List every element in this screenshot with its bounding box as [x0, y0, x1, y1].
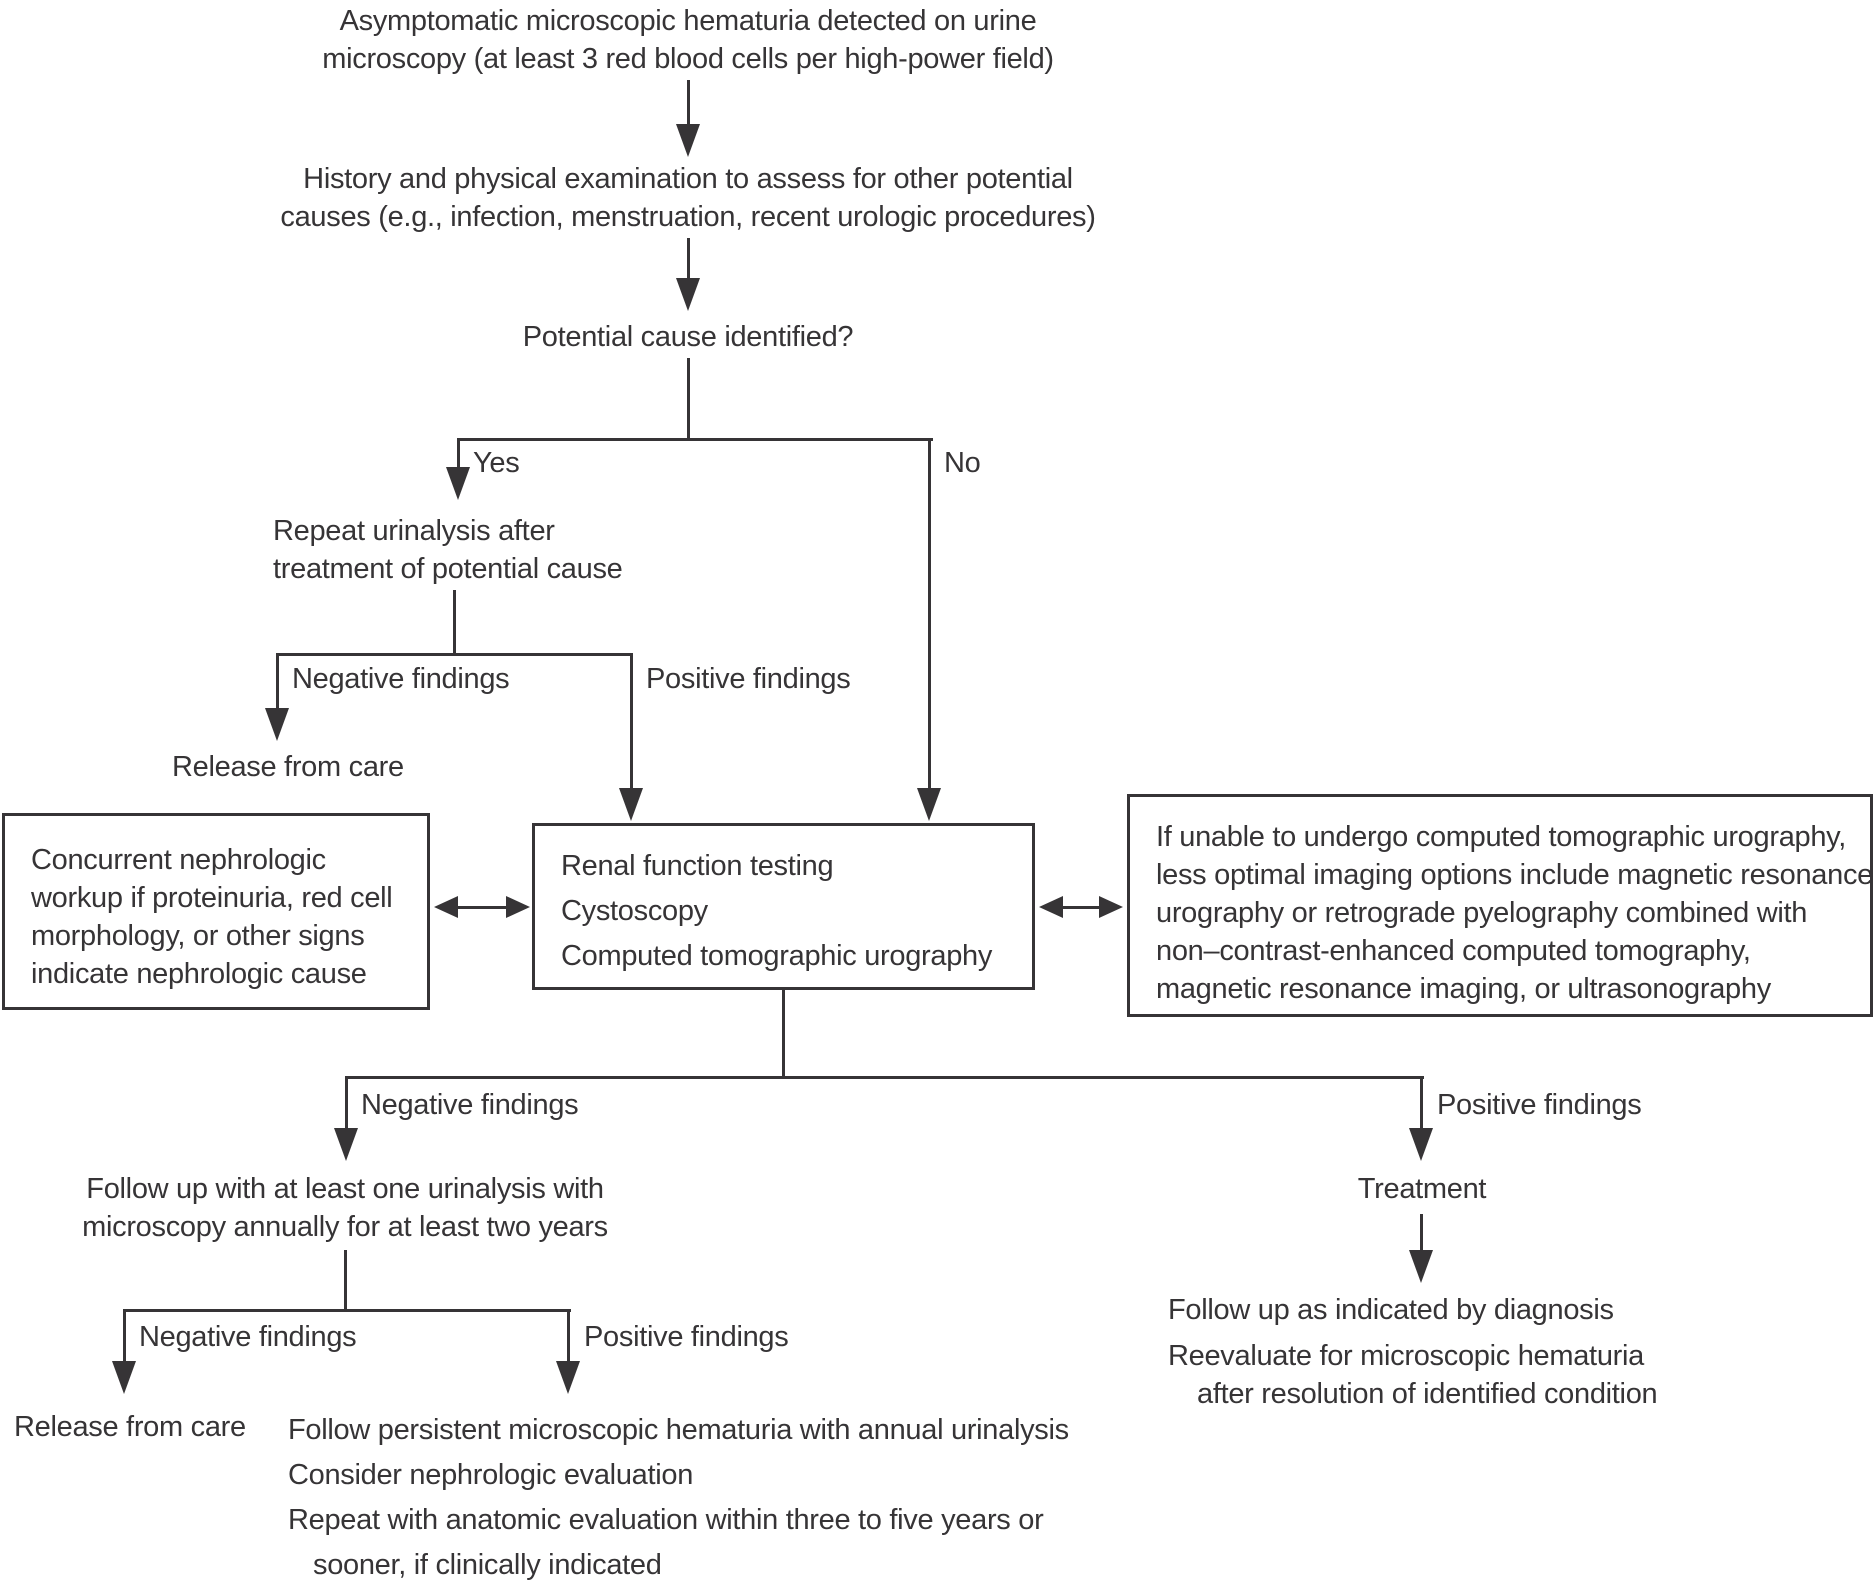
down-arrowhead-icon [446, 467, 470, 500]
down-arrowhead-icon [112, 1361, 136, 1394]
release-from-care-node: Release from care [172, 751, 404, 783]
imaging-line-2: less optimal imaging options include magnetic resonance [1156, 859, 1873, 891]
positive-arrow-line [567, 1309, 570, 1363]
history-line-1: History and physical examination to assess for other potential [303, 163, 1073, 195]
start-to-history-arrow-line [687, 80, 690, 130]
workup-line-2: Cystoscopy [561, 895, 708, 927]
treatment-followup-line-2: Reevaluate for microscopic hematuria [1168, 1340, 1644, 1372]
nephrologic-workup-box [2, 813, 430, 1010]
persistent-line-4: sooner, if clinically indicated [313, 1549, 662, 1581]
down-arrowhead-icon [917, 788, 941, 821]
workup-box [532, 823, 1035, 990]
alternative-imaging-box [1127, 794, 1873, 1017]
down-arrowhead-icon [334, 1128, 358, 1161]
down-arrowhead-icon [556, 1361, 580, 1394]
negative-arrow-line [123, 1309, 126, 1363]
positive-findings-label: Positive findings [584, 1321, 789, 1353]
repeat-urinalysis-node [273, 512, 622, 588]
positive-arrow-line [1420, 1076, 1423, 1131]
workup-branch-bar [345, 1076, 1424, 1079]
start-line-1: Asymptomatic microscopic hematuria detected on urine [339, 5, 1037, 37]
down-arrowhead-icon [676, 124, 700, 157]
nephrologic-line-4: indicate nephrologic cause [31, 958, 367, 990]
repeat-branch-bar [276, 653, 633, 656]
repeat-urinalysis-line-1: Repeat urinalysis after [273, 515, 555, 547]
down-arrowhead-icon [676, 278, 700, 311]
surveillance-node [82, 1170, 608, 1246]
question-node: Potential cause identified? [522, 321, 854, 353]
persistent-line-1: Follow persistent microscopic hematuria with annual urinalysis [288, 1414, 1069, 1446]
treatment-arrow-line [1420, 1214, 1423, 1254]
surveillance-line-2: microscopy annually for at least two years [82, 1211, 608, 1243]
positive-findings-label: Positive findings [646, 663, 851, 695]
workup-branch-stem [782, 990, 785, 1079]
yes-arrow-line [457, 438, 460, 470]
treatment-node: Treatment [1357, 1173, 1487, 1205]
right-arrowhead-icon [506, 896, 530, 918]
start-line-2: microscopy (at least 3 red blood cells per high-power field) [322, 43, 1054, 75]
treatment-followup-line-1: Follow up as indicated by diagnosis [1168, 1294, 1614, 1326]
imaging-line-5: magnetic resonance imaging, or ultrasonography [1156, 973, 1771, 1005]
negative-arrow-line [276, 653, 279, 711]
surveillance-line-1: Follow up with at least one urinalysis with [86, 1173, 604, 1205]
release-from-care-node: Release from care [14, 1411, 246, 1443]
down-arrowhead-icon [1409, 1128, 1433, 1161]
nephrologic-line-1: Concurrent nephrologic [31, 844, 326, 876]
treatment-followup-line-3: after resolution of identified condition [1197, 1378, 1658, 1410]
nephrologic-line-2: workup if proteinuria, red cell [31, 882, 393, 914]
persistent-line-2: Consider nephrologic evaluation [288, 1459, 694, 1491]
surveillance-branch-bar [123, 1309, 571, 1312]
repeat-branch-stem [453, 590, 456, 655]
positive-arrow-line [630, 653, 633, 790]
persistent-hematuria-node [288, 1408, 1069, 1588]
left-arrowhead-icon [434, 896, 458, 918]
down-arrowhead-icon [619, 788, 643, 821]
surveillance-branch-stem [344, 1250, 347, 1311]
imaging-line-1: If unable to undergo computed tomographic urography, [1156, 821, 1846, 853]
workup-line-3: Computed tomographic urography [561, 940, 993, 972]
treatment-followup-node [1168, 1291, 1657, 1413]
repeat-urinalysis-line-2: treatment of potential cause [273, 553, 623, 585]
down-arrowhead-icon [1409, 1250, 1433, 1283]
imaging-line-3: urography or retrograde pyelography combined with [1156, 897, 1808, 929]
no-arrow-line [928, 438, 931, 790]
workup-line-1: Renal function testing [561, 850, 834, 882]
negative-arrow-line [345, 1076, 348, 1131]
persistent-line-3: Repeat with anatomic evaluation within three to five years or [288, 1504, 1044, 1536]
right-arrowhead-icon [1099, 896, 1123, 918]
start-node [322, 2, 1054, 78]
history-line-2: causes (e.g., infection, menstruation, recent urologic procedures) [280, 201, 1096, 233]
history-node [280, 160, 1095, 236]
nephrologic-line-3: morphology, or other signs [31, 920, 365, 952]
negative-findings-label: Negative findings [361, 1089, 579, 1121]
imaging-line-4: non–contrast-enhanced computed tomography, [1156, 935, 1751, 967]
positive-findings-label: Positive findings [1437, 1089, 1642, 1121]
negative-findings-label: Negative findings [139, 1321, 357, 1353]
down-arrowhead-icon [265, 708, 289, 741]
negative-findings-label: Negative findings [292, 663, 510, 695]
question-branch-stem [687, 358, 690, 440]
yes-label: Yes [473, 447, 520, 479]
left-arrowhead-icon [1039, 896, 1063, 918]
no-label: No [944, 447, 981, 479]
question-branch-bar [457, 438, 933, 441]
